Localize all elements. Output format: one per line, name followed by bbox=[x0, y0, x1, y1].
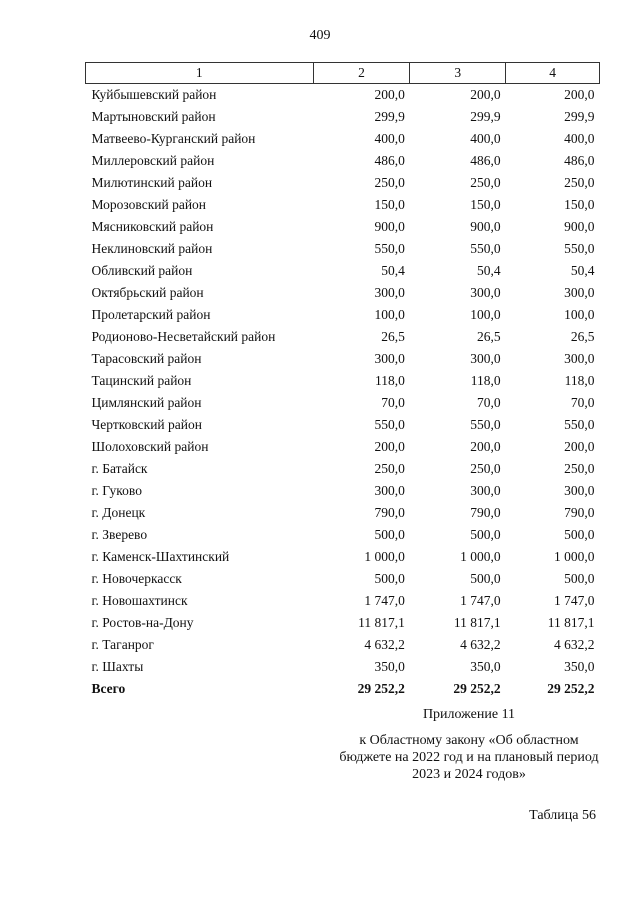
district-name: Мартыновский район bbox=[91, 109, 216, 124]
table-row bbox=[86, 458, 600, 480]
amount-cell: 550,0 bbox=[374, 417, 405, 432]
amount-cell: 250,0 bbox=[374, 175, 405, 190]
amount-cell: 11 817,1 bbox=[358, 615, 405, 630]
amount-cell: 550,0 bbox=[470, 241, 501, 256]
amount-cell: 200,0 bbox=[564, 439, 595, 454]
amount-cell: 250,0 bbox=[564, 461, 595, 476]
amount-cell: 550,0 bbox=[564, 417, 595, 432]
table-row bbox=[86, 326, 600, 348]
amount-cell: 299,9 bbox=[470, 109, 501, 124]
table-row bbox=[86, 656, 600, 678]
amount-cell: 200,0 bbox=[564, 87, 595, 102]
amount-cell: 4 632,2 bbox=[554, 637, 595, 652]
amount-cell: 500,0 bbox=[470, 571, 501, 586]
amount-cell: 400,0 bbox=[470, 131, 501, 146]
amount-cell: 300,0 bbox=[564, 483, 595, 498]
amount-cell: 900,0 bbox=[374, 219, 405, 234]
amount-cell: 250,0 bbox=[564, 175, 595, 190]
column-header: 2 bbox=[313, 63, 410, 84]
amount-cell: 11 817,1 bbox=[453, 615, 501, 630]
amount-cell: 500,0 bbox=[470, 527, 501, 542]
amount-cell: 70,0 bbox=[570, 395, 595, 410]
district-name: Матвеево-Курганский район bbox=[91, 131, 256, 146]
amount-cell: 70,0 bbox=[477, 395, 501, 410]
district-name: г. Новошахтинск bbox=[91, 593, 188, 608]
district-name: г. Каменск-Шахтинский bbox=[91, 549, 230, 564]
amount-cell: 200,0 bbox=[374, 87, 405, 102]
amount-cell: 900,0 bbox=[470, 219, 501, 234]
amount-cell: 250,0 bbox=[374, 461, 405, 476]
amount-cell: 1 747,0 bbox=[364, 593, 405, 608]
amount-cell: 250,0 bbox=[470, 175, 501, 190]
amount-cell: 900,0 bbox=[564, 219, 595, 234]
amount-cell: 26,5 bbox=[477, 329, 501, 344]
amount-cell: 150,0 bbox=[374, 197, 405, 212]
amount-cell: 300,0 bbox=[564, 285, 595, 300]
table-row bbox=[86, 568, 600, 590]
amount-cell: 100,0 bbox=[564, 307, 595, 322]
amount-cell: 200,0 bbox=[470, 439, 501, 454]
amount-cell: 300,0 bbox=[374, 285, 405, 300]
table-row bbox=[86, 612, 600, 634]
amount-cell: 300,0 bbox=[470, 285, 501, 300]
district-name: г. Батайск bbox=[91, 461, 148, 476]
district-name: Миллеровский район bbox=[91, 153, 215, 168]
amount-cell: 1 000,0 bbox=[460, 549, 501, 564]
amount-cell: 400,0 bbox=[374, 131, 405, 146]
header-row bbox=[86, 63, 600, 84]
table-row bbox=[86, 106, 600, 128]
amount-cell: 350,0 bbox=[470, 659, 501, 674]
amount-cell: 26,5 bbox=[381, 329, 405, 344]
amount-cell: 300,0 bbox=[374, 351, 405, 366]
amount-cell: 1 000,0 bbox=[364, 549, 405, 564]
appendix-description: к Областному закону «Об областном бюджете на 2022 год и на плановый период 2023 и 2024 годов» bbox=[339, 733, 599, 782]
total-row bbox=[86, 678, 600, 700]
table-row bbox=[86, 546, 600, 568]
table-row bbox=[86, 84, 600, 107]
total-label: Всего bbox=[91, 681, 126, 696]
amount-cell: 550,0 bbox=[564, 241, 595, 256]
table-row bbox=[86, 216, 600, 238]
amount-cell: 11 817,1 bbox=[547, 615, 595, 630]
amount-cell: 50,4 bbox=[477, 263, 501, 278]
district-name: Неклиновский район bbox=[91, 241, 213, 256]
table-row bbox=[86, 238, 600, 260]
district-name: г. Шахты bbox=[91, 659, 144, 674]
district-name: г. Ростов-на-Дону bbox=[91, 615, 194, 630]
amount-cell: 299,9 bbox=[564, 109, 595, 124]
table-row bbox=[86, 128, 600, 150]
amount-cell: 300,0 bbox=[564, 351, 595, 366]
amount-cell: 50,4 bbox=[570, 263, 595, 278]
amount-cell: 26,5 bbox=[570, 329, 595, 344]
amount-cell: 550,0 bbox=[374, 241, 405, 256]
table-row bbox=[86, 172, 600, 194]
amount-cell: 100,0 bbox=[470, 307, 501, 322]
table-label: Таблица 56 bbox=[529, 808, 596, 823]
district-name: Цимлянский район bbox=[91, 395, 202, 410]
table-body bbox=[86, 84, 600, 701]
district-name: Пролетарский район bbox=[91, 307, 211, 322]
amount-cell: 300,0 bbox=[470, 483, 501, 498]
page-number: 409 bbox=[309, 28, 331, 43]
table-row bbox=[86, 414, 600, 436]
amount-cell: 1 747,0 bbox=[460, 593, 501, 608]
district-name: г. Гуково bbox=[91, 483, 142, 498]
column-header: 1 bbox=[86, 63, 314, 84]
table-row bbox=[86, 634, 600, 656]
district-name: Куйбышевский район bbox=[91, 87, 217, 102]
amount-cell: 250,0 bbox=[470, 461, 501, 476]
table-row bbox=[86, 304, 600, 326]
table-row bbox=[86, 392, 600, 414]
amount-cell: 350,0 bbox=[374, 659, 405, 674]
table-row bbox=[86, 524, 600, 546]
amount-cell: 118,0 bbox=[470, 373, 501, 388]
budget-table bbox=[85, 62, 600, 700]
amount-cell: 1 747,0 bbox=[554, 593, 595, 608]
amount-cell: 4 632,2 bbox=[364, 637, 405, 652]
amount-cell: 500,0 bbox=[374, 527, 405, 542]
amount-cell: 500,0 bbox=[374, 571, 405, 586]
district-name: г. Таганрог bbox=[91, 637, 154, 652]
amount-cell: 300,0 bbox=[470, 351, 501, 366]
amount-cell: 70,0 bbox=[381, 395, 405, 410]
district-name: Обливский район bbox=[91, 263, 193, 278]
table-row bbox=[86, 502, 600, 524]
amount-cell: 150,0 bbox=[470, 197, 501, 212]
amount-cell: 4 632,2 bbox=[460, 637, 501, 652]
district-name: г. Зверево bbox=[91, 527, 148, 542]
amount-cell: 486,0 bbox=[564, 153, 595, 168]
district-name: Шолоховский район bbox=[91, 439, 209, 454]
amount-cell: 200,0 bbox=[470, 87, 501, 102]
amount-cell: 299,9 bbox=[374, 109, 405, 124]
table-row bbox=[86, 260, 600, 282]
amount-cell: 500,0 bbox=[564, 571, 595, 586]
amount-cell: 790,0 bbox=[374, 505, 405, 520]
amount-cell: 400,0 bbox=[564, 131, 595, 146]
amount-cell: 500,0 bbox=[564, 527, 595, 542]
table-row bbox=[86, 194, 600, 216]
table-row bbox=[86, 436, 600, 458]
amount-cell: 118,0 bbox=[564, 373, 595, 388]
table-row bbox=[86, 150, 600, 172]
amount-cell: 550,0 bbox=[470, 417, 501, 432]
district-name: Тацинский район bbox=[91, 373, 192, 388]
amount-cell: 350,0 bbox=[564, 659, 595, 674]
column-header: 3 bbox=[410, 63, 506, 84]
amount-cell: 118,0 bbox=[374, 373, 405, 388]
table-row bbox=[86, 480, 600, 502]
district-name: Милютинский район bbox=[91, 175, 213, 190]
amount-cell: 300,0 bbox=[374, 483, 405, 498]
amount-cell: 486,0 bbox=[374, 153, 405, 168]
total-amount: 29 252,2 bbox=[357, 681, 405, 696]
district-name: Мясниковский район bbox=[91, 219, 214, 234]
district-name: Морозовский район bbox=[91, 197, 207, 212]
district-name: г. Донецк bbox=[91, 505, 146, 520]
table-row bbox=[86, 590, 600, 612]
amount-cell: 1 000,0 bbox=[554, 549, 595, 564]
total-amount: 29 252,2 bbox=[547, 681, 595, 696]
amount-cell: 486,0 bbox=[470, 153, 501, 168]
appendix-title: Приложение 11 bbox=[422, 707, 516, 722]
district-name: Чертковский район bbox=[91, 417, 202, 432]
district-name: г. Новочеркасск bbox=[91, 571, 182, 586]
amount-cell: 790,0 bbox=[564, 505, 595, 520]
table-row bbox=[86, 282, 600, 304]
amount-cell: 790,0 bbox=[470, 505, 501, 520]
district-name: Октябрьский район bbox=[91, 285, 204, 300]
district-name: Родионово-Несветайский район bbox=[91, 329, 276, 344]
table-row bbox=[86, 348, 600, 370]
district-name: Тарасовский район bbox=[91, 351, 202, 366]
amount-cell: 50,4 bbox=[381, 263, 405, 278]
amount-cell: 150,0 bbox=[564, 197, 595, 212]
amount-cell: 100,0 bbox=[374, 307, 405, 322]
column-header: 4 bbox=[506, 63, 600, 84]
table-row bbox=[86, 370, 600, 392]
amount-cell: 200,0 bbox=[374, 439, 405, 454]
total-amount: 29 252,2 bbox=[453, 681, 501, 696]
